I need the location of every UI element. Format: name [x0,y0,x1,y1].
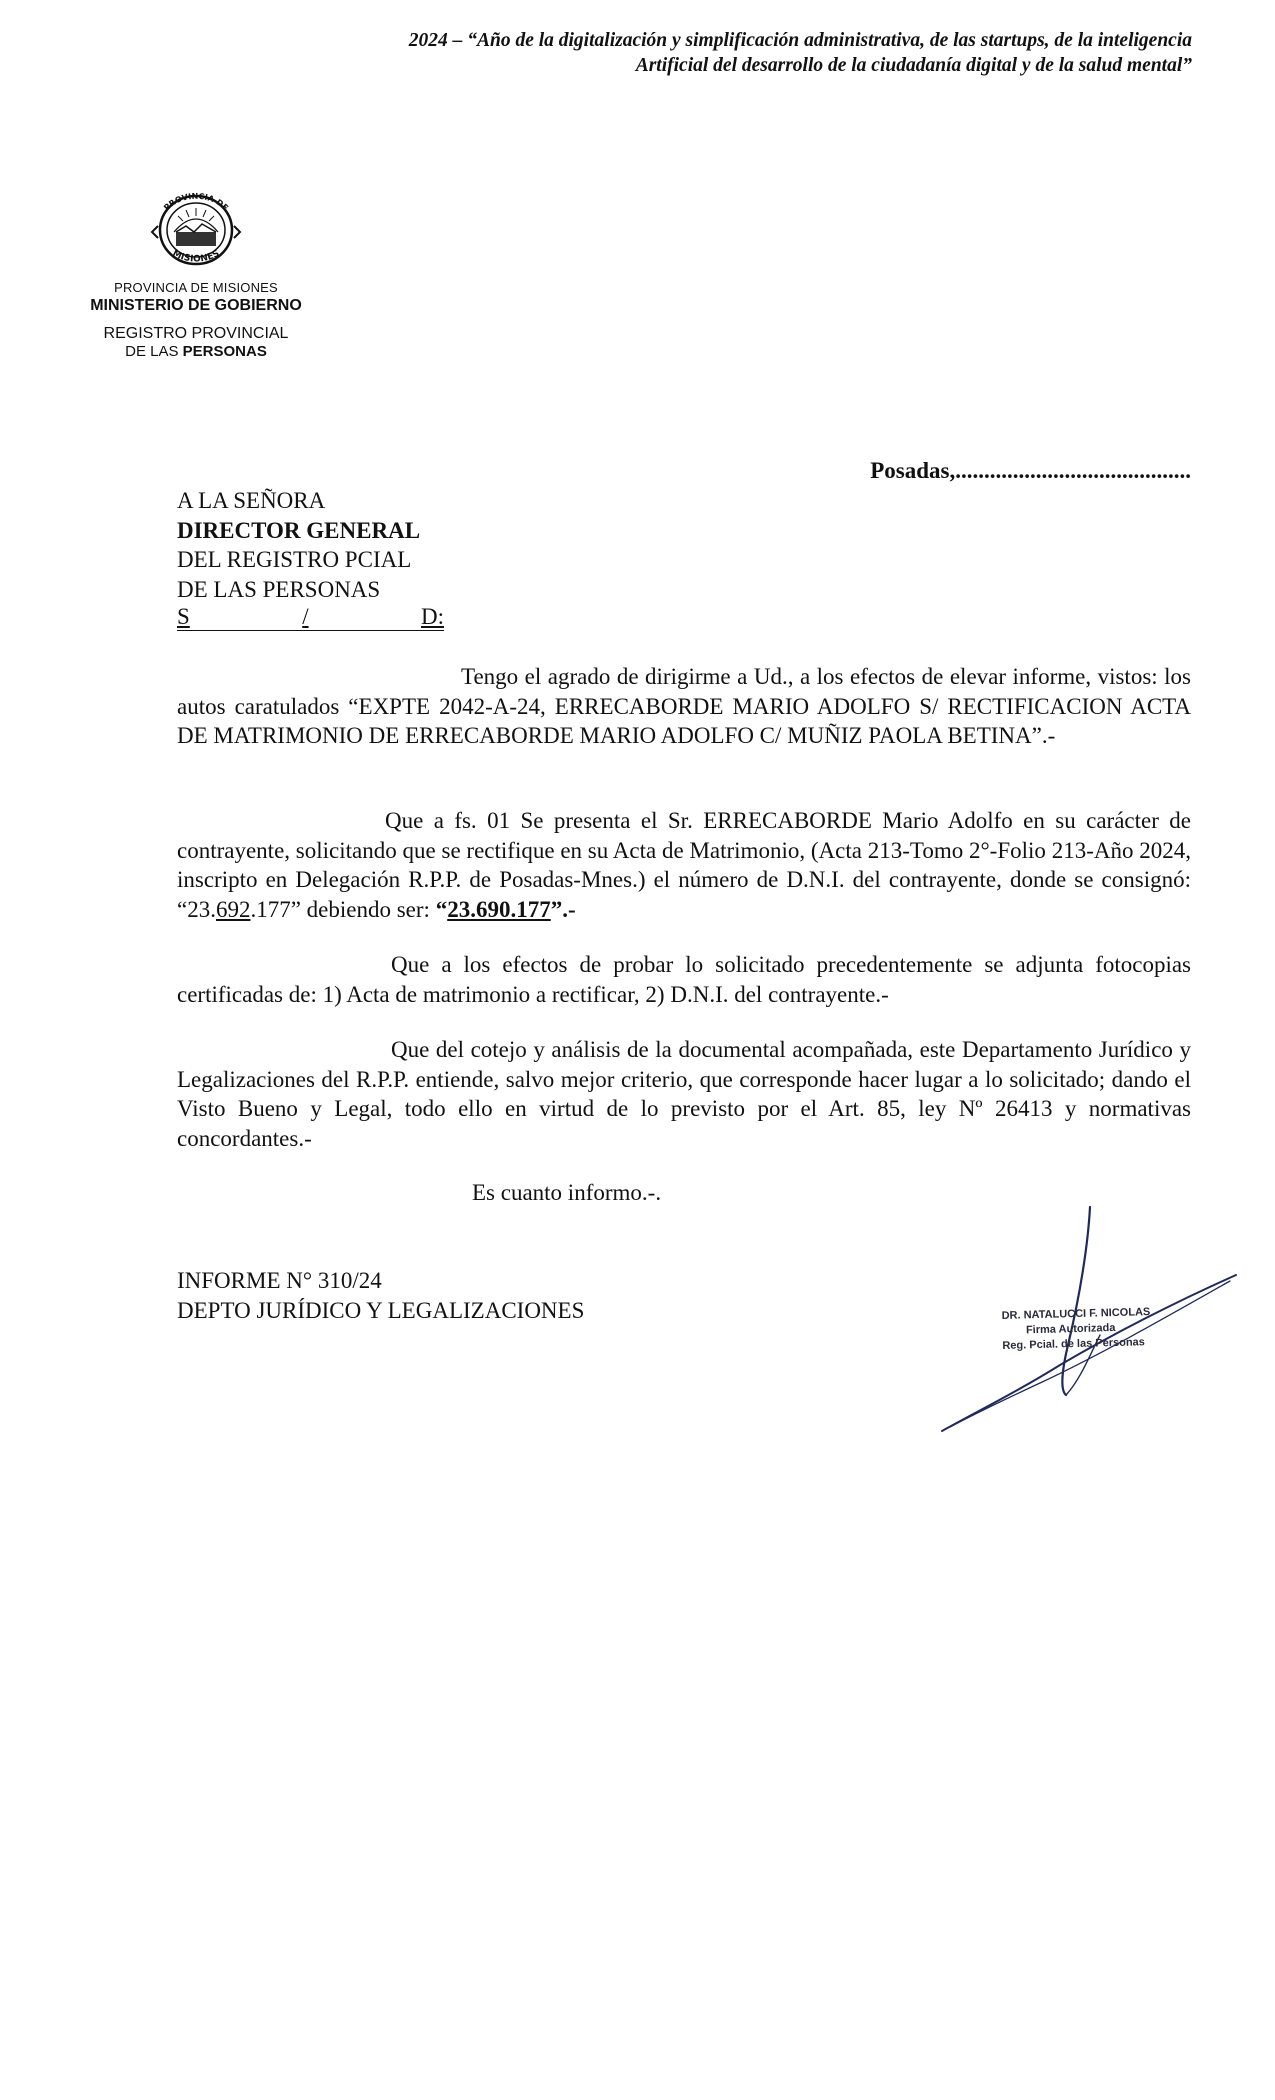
institution-ministry: MINISTERIO DE GOBIERNO [90,297,302,314]
addressee-line-3: DEL REGISTRO PCIAL [177,547,412,572]
addressee-sd: S / D: [177,604,444,629]
svg-text:PROVINCIA DE: PROVINCIA DE [162,191,230,213]
motto-line-2: Artificial del desarrollo de la ciudadanía digital y de la salud mental” [635,55,1192,76]
signature-stamp [1001,1305,1151,1354]
institution-block [60,280,332,361]
header-motto [300,28,1192,78]
report-block [177,1266,584,1325]
motto-line-1: 2024 – “Año de la digitalización y simplificación administrativa, de las startups, de la inteligencia [408,30,1192,51]
institution-personas: DE LAS PERSONAS [125,343,267,360]
institution-province: PROVINCIA DE MISIONES [114,280,278,295]
institution-registry: REGISTRO PROVINCIAL [103,325,289,342]
stamp-name: DR. NATALUCCI F. NICOLAS [1001,1306,1151,1322]
addressee-line-4: DE LAS PERSONAS [177,576,381,602]
report-department: DEPTO JURÍDICO Y LEGALIZACIONES [177,1297,585,1323]
addressee-block [177,486,444,631]
svg-text:MISIONES: MISIONES [170,248,222,265]
paragraph-attachments: Que a los efectos de probar lo solicitado precedentemente se adjunta fotocopias certificadas de: 1) Acta de matrimonio a rectificar, 2) D.N.I. del contrayente.- [177,952,1191,1007]
stamp-office: Reg. Pcial. de las Personas [1002,1336,1145,1352]
addressee-line-2: DIRECTOR GENERAL [177,517,421,543]
report-number: INFORME N° 310/24 [177,1268,382,1293]
stamp-title: Firma Autorizada [1025,1321,1116,1337]
province-crest-icon [136,186,256,270]
paragraph-analysis: Que del cotejo y análisis de la documental acompañada, este Departamento Jurídico y Legalizaciones del R.P.P. entiende, salvo mejor criterio, que corresponde hacer lugar a lo solicitado; dando el Visto Bueno y Legal, todo ello en virtud de lo previsto por el Art. 85, ley Nº 26413 y normativas concordantes.- [177,1037,1191,1151]
addressee-line-1: A LA SEÑORA [177,488,326,513]
paragraph-intro: Tengo el agrado de dirigirme a Ud., a los efectos de elevar informe, vistos: los autos caratulados “EXPTE 2042-A-24, ERRECABORDE MARIO ADOLFO S/ RECTIFICACION ACTA DE MATRIMONIO DE ERRECABORDE MARIO ADOLFO C/ MUÑIZ PAOLA BETINA”.- [177,664,1191,748]
wrong-dni-digits: 692 [215,896,251,922]
closing-line: Es cuanto informo.-. [472,1180,662,1205]
place-date: Posadas,......................................... [870,458,1191,483]
correct-dni: 23.690.177 [447,896,551,922]
paragraph-request: Que a fs. 01 Se presenta el Sr. ERRECABORDE Mario Adolfo en su carácter de contrayente, solicitando que se rectifique en su Acta de Matrimonio, (Acta 213-Tomo 2°-Folio 213-Año 2024, inscripto en Delegación R.P.P. de Posadas-Mnes.) el número de D.N.I. del contrayente, donde se consignó: “23.692.177” debiendo ser: “23.690.177”.- [177,808,1191,922]
